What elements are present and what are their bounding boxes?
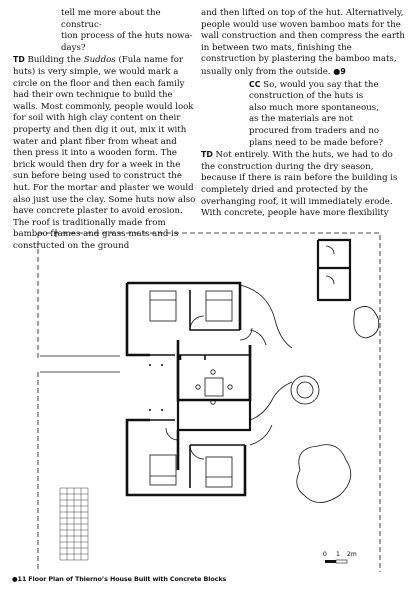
chair [211,370,215,374]
veranda-columns [149,364,163,411]
figure-number: ●11 [12,575,27,583]
speaker-label: CC [249,79,261,89]
footpath [250,425,272,445]
paragraph-text: Building the [24,55,84,66]
chair [228,385,232,389]
bed [206,457,232,487]
core-room-wall [178,345,250,430]
door-swing [326,276,334,284]
figure-reference: ●9 [333,66,346,76]
speaker-label: TD [13,55,25,65]
intro-line: tion process of the huts nowa- [61,31,193,42]
term-italic: Suddos [83,55,116,66]
tree [291,376,319,404]
annex-wall [318,240,350,300]
intro-line: tell me more about the construc- [61,8,161,30]
bed [150,291,176,321]
bed [150,455,176,485]
caption-text: Floor Plan of Thierno’s House Built with Concrete Blocks [26,575,227,583]
figure-caption [12,575,226,583]
footpath [250,330,266,345]
scale-bar [323,551,357,563]
brick-stack [60,488,88,560]
scale-label: 2m [347,551,357,558]
paragraph-text: (Fula name for huts) is very simple, we would mark a circle on the floor and then each family had their own technique to build the walls. Most commonly, people would look for soil with high clay content on their property and then dig it out, mix it with water and plant fiber from wheat and then press it into a wooden form. The brick would then dry for a week in the sun before being used to construct the hut. For the mortar and plaster we would also just use the clay. Some huts now also have concrete plaster to avoid erosion. The roof is traditionally made from bamboo frames and grass mats and is constructed on the ground [13,55,196,251]
chair [196,385,200,389]
footpath [240,285,292,348]
bed [206,291,232,321]
cc-question [201,79,405,150]
paragraph-text: Not entirely. With the huts, we had to do the construction during the dry season, because if there is rain before the building is completely dried and protected by the overhanging roof, it will immediately erode. With concrete, people have more flexibility [201,150,398,219]
text-column-right [201,8,405,220]
floor-plan-drawing [0,190,417,575]
door-swing [190,445,204,459]
bush [297,445,351,503]
table [205,378,223,396]
paragraph-text: So, would you say that the construction of the huts is also much more spontaneous, as the materials are not procured from traders and no plans need to be made before? [249,79,384,148]
scale-label: 1 [336,551,340,558]
shrub [354,306,379,338]
tree [297,382,313,398]
speaker-label: TD [201,150,213,160]
door-swing [326,246,334,254]
continued-paragraph [201,8,405,79]
door-swing [190,316,204,330]
intro-line: days? [61,42,86,53]
paragraph-text: and then lifted on top of the hut. Alternatively, people would use woven bamboo mats for the wall construction and then compress the earth in between two mats, finishing the construction by plastering the bamboo mats, usually only from the outside. [201,8,405,77]
entrance-path [40,356,120,372]
intro-question [13,8,196,54]
scale-label: 0 [323,551,327,558]
door-swing [166,428,178,440]
footpath [250,382,292,420]
